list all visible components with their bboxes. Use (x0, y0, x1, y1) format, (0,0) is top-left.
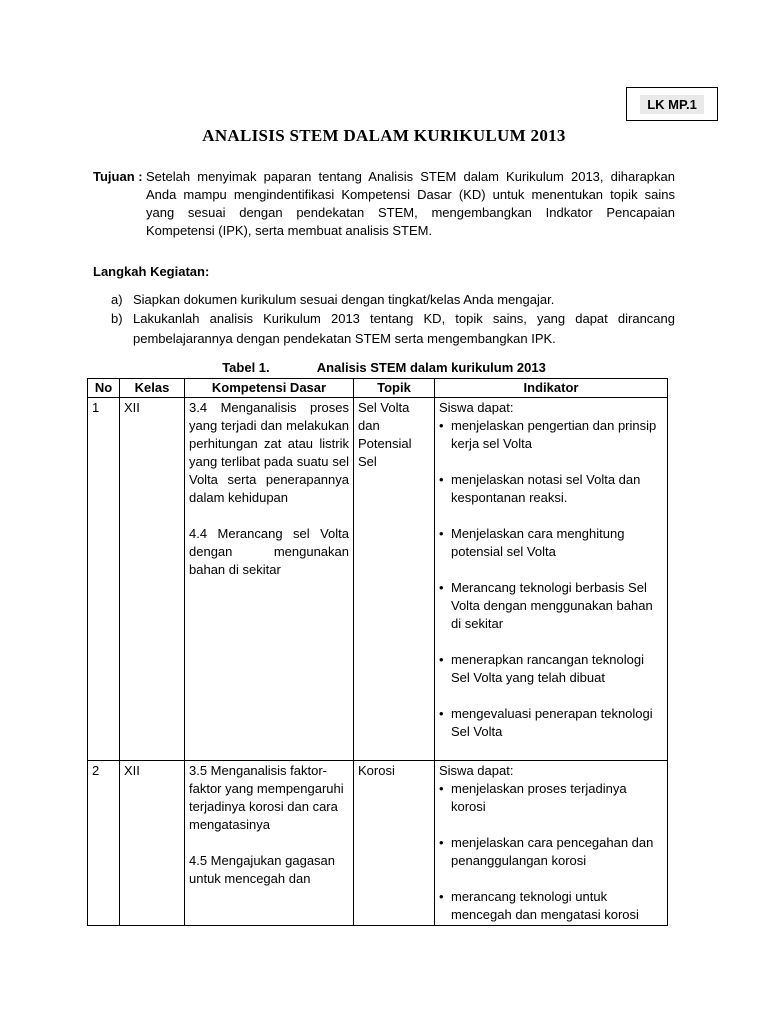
cell-no: 2 (88, 761, 120, 926)
step-item (93, 309, 675, 349)
indikator-item: • menjelaskan proses terjadinya korosi (439, 780, 663, 816)
cell-kelas: XII (120, 398, 185, 761)
indikator-item: • menjelaskan pengertian dan prinsip kerja sel Volta (439, 417, 663, 453)
steps-heading: Langkah Kegiatan: (93, 264, 210, 279)
cell-kelas: XII (120, 761, 185, 926)
cell-no: 1 (88, 398, 120, 761)
kd-item: 3.4 Menganalisis proses yang terjadi dan melakukan perhitungan zat atau listrik yang terlibat pada suatu sel Volta serta penerapannya dalam kehidupan (189, 400, 349, 505)
indikator-intro: Siswa dapat: (439, 400, 514, 415)
table-row (88, 398, 668, 761)
step-marker: b) (111, 311, 123, 326)
kd-item: 4.4 Merancang sel Volta dengan mengunakan bahan di sekitar (189, 526, 349, 577)
worksheet-code-box (626, 87, 718, 121)
stem-analysis-table (87, 378, 668, 926)
table-row (88, 761, 668, 926)
table-header-row (88, 379, 668, 398)
objective-label: Tujuan : (93, 169, 143, 184)
step-item (93, 290, 675, 309)
cell-indikator (435, 761, 668, 926)
header-no: No (88, 379, 120, 398)
indikator-item: • mengevaluasi penerapan teknologi Sel Volta (439, 705, 663, 741)
header-indikator: Indikator (435, 379, 668, 398)
step-text: Lakukanlah analisis Kurikulum 2013 tentang KD, topik sains, yang dapat dirancang pembelajarannya dengan pendekatan STEM serta mengembangkan IPK. (133, 311, 675, 346)
header-kompetensi-dasar: Kompetensi Dasar (185, 379, 354, 398)
indikator-intro: Siswa dapat: (439, 763, 514, 778)
table-caption-title: Analisis STEM dalam kurikulum 2013 (316, 360, 546, 375)
header-topik: Topik (354, 379, 435, 398)
step-text: Siapkan dokumen kurikulum sesuai dengan tingkat/kelas Anda mengajar. (133, 292, 555, 307)
steps-list (93, 290, 675, 349)
kd-item: 3.5 Menganalisis faktor-faktor yang mempengaruhi terjadinya korosi dan cara mengatasinya (189, 763, 344, 832)
indikator-item: • Menjelaskan cara menghitung potensial sel Volta (439, 525, 663, 561)
document-title: ANALISIS STEM DALAM KURIKULUM 2013 (202, 126, 566, 145)
indikator-item: • merancang teknologi untuk mencegah dan mengatasi korosi (439, 888, 663, 924)
cell-topik: Sel Volta dan Potensial Sel (354, 398, 435, 761)
cell-kompetensi-dasar (185, 398, 354, 761)
indikator-item: • Merancang teknologi berbasis Sel Volta dengan menggunakan bahan di sekitar (439, 579, 663, 633)
indikator-item: • menerapkan rancangan teknologi Sel Volta yang telah dibuat (439, 651, 663, 687)
table-caption (0, 360, 768, 375)
cell-topik: Korosi (354, 761, 435, 926)
header-kelas: Kelas (120, 379, 185, 398)
cell-indikator (435, 398, 668, 761)
table-caption-label: Tabel 1. (222, 360, 270, 375)
step-marker: a) (111, 292, 123, 307)
indikator-list (439, 780, 663, 924)
objective-section (93, 168, 675, 240)
indikator-item: • menjelaskan notasi sel Volta dan kespontanan reaksi. (439, 471, 663, 507)
kd-item: 4.5 Mengajukan gagasan untuk mencegah dan (189, 853, 336, 886)
cell-kompetensi-dasar (185, 761, 354, 926)
objective-text: Setelah menyimak paparan tentang Analisis STEM dalam Kurikulum 2013, diharapkan Anda mampu mengindentifikasi Kompetensi Dasar (KD) untuk menentukan topik sains yang sesuai dengan pendekatan STEM, mengembangkan Indkator Pencapaian Kompetensi (IPK), serta membuat analisis STEM. (146, 169, 675, 238)
worksheet-code: LK MP.1 (640, 95, 704, 114)
indikator-item: • menjelaskan cara pencegahan dan penanggulangan korosi (439, 834, 663, 870)
indikator-list (439, 417, 663, 741)
